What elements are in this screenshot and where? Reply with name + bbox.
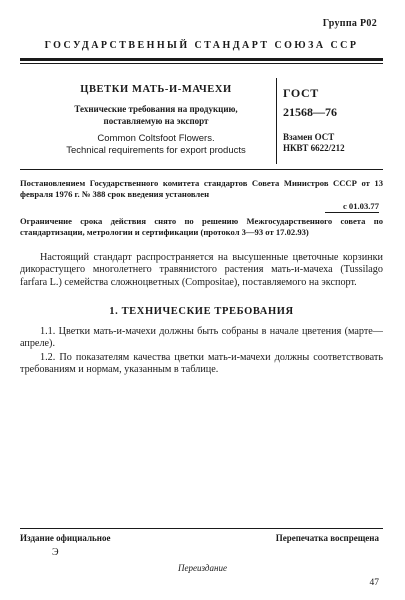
e-mark: Э (52, 547, 59, 558)
official-edition-label: Издание официальное (20, 533, 111, 543)
effective-date: с 01.03.77 (342, 201, 379, 211)
reprint-prohibited-label: Перепечатка воспрещена (275, 533, 379, 543)
gost-label: ГОСТ (283, 86, 319, 100)
effective-date-underline (325, 212, 379, 213)
footer-rule (20, 528, 383, 529)
document-subtitle (40, 103, 272, 127)
header-rule-thin (20, 63, 383, 64)
english-title-line-2: Technical requirements for export products (66, 145, 246, 156)
english-title (40, 133, 272, 157)
group-code: Группа Р02 (322, 18, 377, 29)
replaces-line-1: Взамен ОСТ (283, 132, 335, 142)
header-rule-thick (20, 58, 383, 61)
title-divider (276, 78, 277, 164)
clause-1-2: 1.2. По показателям качества цветки мать-и-мачехи должны соответствовать требованиям и нормам, указанным в таблице. (20, 352, 383, 376)
gost-block (283, 86, 393, 154)
title-block (40, 84, 272, 157)
section-heading: 1. ТЕХНИЧЕСКИЕ ТРЕБОВАНИЯ (109, 306, 294, 317)
reissue-label: Переиздание (178, 563, 227, 573)
replaces-note (283, 132, 393, 154)
intro-paragraph: Настоящий стандарт распространяется на высушенные цветочные корзинки дикорастущего многолетнего травянистого растения мать-и-мачеха (Tussilago farfara L.) семейства сложноцветных (Compositae), поставляемого на экспорт. (20, 252, 383, 288)
replaces-line-2: НКВТ 6622/212 (283, 143, 345, 153)
subtitle-line-2: поставляемую на экспорт (103, 116, 209, 126)
subtitle-line-1: Технические требования на продукцию, (74, 104, 238, 114)
decree-text: Постановлением Государственного комитета стандартов Совета Министров СССР от 13 февраля 1976 г. № 388 срок введения установлен (20, 178, 383, 199)
page-number: 47 (369, 578, 379, 588)
document-title: ЦВЕТКИ МАТЬ-И-МАЧЕХИ (80, 84, 232, 95)
gost-number: 21568—76 (283, 105, 337, 119)
state-standard-heading: ГОСУДАРСТВЕННЫЙ СТАНДАРТ СОЮЗА ССР (44, 40, 359, 51)
title-bottom-rule (20, 169, 383, 170)
english-title-line-1: Common Coltsfoot Flowers. (97, 133, 215, 144)
limitation-note: Ограничение срока действия снято по решению Межгосударственного совета по стандартизации, метрологии и сертификации (протокол 3—93 от 17.02.93) (20, 216, 383, 237)
clause-1-1: 1.1. Цветки мать-и-мачехи должны быть собраны в начале цветения (марте—апреле). (20, 326, 383, 350)
